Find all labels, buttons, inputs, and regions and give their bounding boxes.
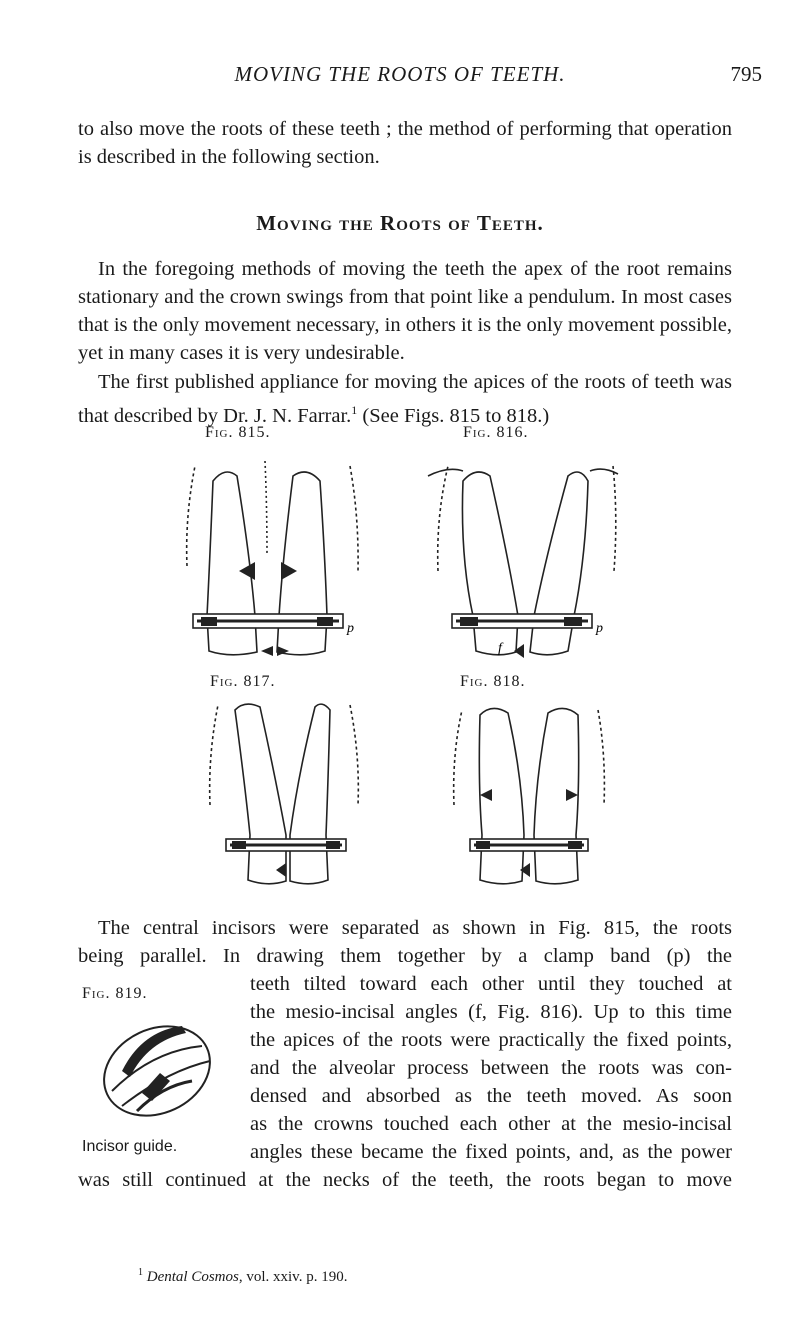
paragraph-3-wrapped-line: the mesio-incisal angles (f, Fig. 816). Up to this time: [250, 1001, 732, 1023]
figure-818-drawing: [440, 695, 615, 895]
section-heading: Moving the Roots of Teeth.: [256, 211, 544, 235]
paragraph-3-wrapped-line: teeth tilted toward each other until they touched at: [250, 973, 732, 995]
footnote-source: Dental Cosmos: [146, 1269, 239, 1285]
figure-817: [190, 673, 375, 898]
paragraph-3-wrapped-line: angles these became the fixed points, and, as the power: [250, 1141, 732, 1163]
paragraph-3-wrapped-line: as the crowns touched each other at the mesio-incisal: [250, 1113, 732, 1135]
figure-818: [440, 673, 615, 898]
paragraph-3-line-2: being parallel. In drawing them together by a clamp band (p) the: [78, 945, 732, 967]
figure-816: [418, 424, 633, 664]
running-title: MOVING THE ROOTS OF TEETH.: [234, 62, 566, 86]
page-number: 795: [730, 62, 762, 86]
figure-815-label: Fig. 815.: [205, 424, 271, 441]
footnote: [138, 1267, 347, 1286]
paragraph-2-tail: (See Figs. 815 to 818.): [357, 404, 550, 427]
figure-819-drawing: [82, 1011, 232, 1131]
figure-817-label: Fig. 817.: [210, 673, 276, 690]
figure-819-label: Fig. 819.: [82, 985, 148, 1002]
figure-816-label: Fig. 816.: [463, 424, 529, 441]
paragraph-3-last-line: was still continued at the necks of the teeth, the roots began to move: [78, 1169, 732, 1191]
paragraph-3-line-1: The central incisors were separated as shown in Fig. 815, the roots: [98, 917, 732, 939]
intro-paragraph: to also move the roots of these teeth ; the method of performing that operation is described in the following section.: [78, 118, 732, 168]
figure-817-drawing: [190, 695, 375, 895]
paragraph-3-wrapped-line: the apices of the roots were practically the fixed points,: [250, 1029, 732, 1051]
figure-819-caption: Incisor guide.: [82, 1138, 178, 1155]
paragraph-3-wrapped-line: and the alveolar process between the roots was con-: [250, 1057, 732, 1079]
figure-815-drawing: [175, 446, 375, 666]
paragraph-2: [78, 368, 732, 430]
footnote-details: , vol. xxiv. p. 190.: [238, 1269, 348, 1285]
paragraph-1: In the foregoing methods of moving the teeth the apex of the root remains stationary and the crown swings from that point like a pendulum. In most cases that is the only movement necessary, in others it is the only movement possible, yet in many cases it is very undesirable.: [78, 258, 732, 364]
footnote-marker: 1: [138, 1267, 143, 1278]
figure-815: [175, 424, 375, 664]
running-header: [0, 62, 800, 92]
paragraph-2-text: The first published appliance for moving the apices of the roots of teeth was that described by Dr. J. N. Farrar.: [78, 371, 732, 427]
figure-815-annotation: p: [347, 621, 354, 636]
figure-816-annotation-f: f: [498, 641, 502, 656]
figure-818-label: Fig. 818.: [460, 673, 526, 690]
footnote-reference: 1: [351, 403, 358, 417]
paragraph-3-wrapped-line: densed and absorbed as the teeth moved. As soon: [250, 1085, 732, 1107]
figure-816-annotation-p: p: [596, 621, 603, 636]
figure-819: [82, 985, 232, 1165]
paragraph-3-wrapped: [250, 970, 732, 1166]
figure-816-drawing: [418, 446, 633, 666]
